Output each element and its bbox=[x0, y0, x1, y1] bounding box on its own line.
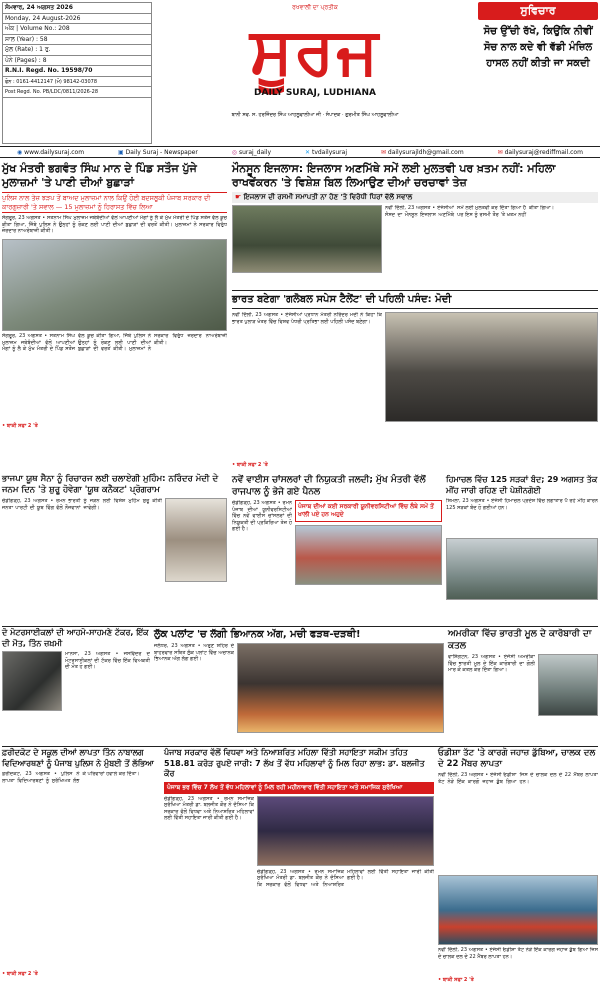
story-9 bbox=[448, 628, 598, 744]
story-5-body: ਚੰਡੀਗੜ੍ਹ, 23 ਅਗਸਤ • ਰਮਨ ਪੰਜਾਬ ਦੀਆਂ ਯੂਨੀਵਰਸਿਟੀਆਂ ਵਿੱਚ ਨਵੇਂ ਵਾਈਸ ਚਾਂਸਲਰਾਂ ਦੀ ਨਿਯੁਕਤੀ ਦੀ ਪ੍ਰਕਿਰਿਆ ਤੇਜ਼ ਹੋ ਗਈ ਹੈ। bbox=[232, 500, 292, 533]
story-11-photo bbox=[257, 796, 434, 866]
story-1-body: ਸੰਗਰੂਰ, 23 ਅਗਸਤ • ਸਤਨਾਮ ਸਿੰਘ ਮੁਲਾਜ਼ਮ ਜਥੇਬੰਦੀਆਂ ਵੱਲੋਂ ਆਪਣੀਆਂ ਮੰਗਾਂ ਨੂੰ ਲੈ ਕੇ ਮੁੱਖ ਮੰਤਰੀ ਦੇ ਪਿੰਡ ਸਤੌਜ ਵੱਲ ਕੂਚ ਕੀਤਾ ਗਿਆ, ਜਿੱਥੇ ਪੁਲਿਸ ਨੇ ਉਨ੍ਹਾਂ ਨੂੰ ਰੋਕਣ ਲਈ ਪਾਣੀ ਦੀਆਂ ਬੁਛਾੜਾਂ ਦੀ ਵਰਤੋਂ ਕੀਤੀ। ਮੁਲਾਜ਼ਮਾਂ ਨੇ ਸਰਕਾਰ ਵਿਰੁੱਧ ਜ਼ੋਰਦਾਰ ਨਾਅਰੇਬਾਜ਼ੀ ਕੀਤੀ। bbox=[2, 215, 227, 235]
story-10-body: ਫ਼ਰੀਦਕੋਟ, 23 ਅਗਸਤ • ਪੁਲਿਸ ਨੇ ਲਾਪਤਾ ਵਿਦਿਆਰਥਣਾਂ ਨੂੰ ਸੁਰੱਖਿਅਤ ਲੱਭ ਕੇ ਪਰਿਵਾਰਾਂ ਹਵਾਲੇ ਕਰ ਦਿੱਤਾ। bbox=[2, 771, 140, 784]
story-6-body: ਸ਼ਿਮਲਾ, 23 ਅਗਸਤ • ਏਜੰਸੀ ਹਿਮਾਚਲ ਪ੍ਰਦੇਸ਼ ਵਿੱਚ ਲਗਾਤਾਰ ਪੈ ਰਹੇ ਮੀਂਹ ਕਾਰਨ 125 ਸੜਕਾਂ ਬੰਦ ਹੋ ਗਈਆਂ ਹਨ। bbox=[446, 498, 598, 511]
story-10 bbox=[2, 748, 160, 998]
website-link[interactable]: ◉ www.dailysuraj.com bbox=[16, 148, 85, 156]
masthead-info-box bbox=[2, 2, 152, 144]
arrow-icon: ☛ bbox=[235, 193, 242, 201]
story-5-photo bbox=[295, 525, 442, 585]
story-3-body: ਨਵੀਂ ਦਿੱਲੀ, 23 ਅਗਸਤ • ਏਜੰਸੀਆਂ ਪ੍ਰਧਾਨ ਮੰਤਰੀ ਨਰਿੰਦਰ ਮੋਦੀ ਨੇ ਕਿਹਾ ਕਿ ਭਾਰਤ ਪੁਲਾੜ ਖੇਤਰ ਵਿੱਚ ਵਿਸ਼ਵ ਪੱਧਰੀ ਪ੍ਰਤਿਭਾ ਲਈ ਪਹਿਲੀ ਪਸੰਦ ਬਣੇਗਾ। bbox=[232, 312, 382, 325]
twitter-link[interactable]: ✕ tvdailysuraj bbox=[305, 148, 347, 156]
story-11-banner: ਪੰਜਾਬ ਭਰ ਵਿੱਚ 7 ਲੱਖ ਤੋਂ ਵੱਧ ਮਹਿਲਾਵਾਂ ਨੂੰ ਮਿਲ ਰਹੀ ਮਹੀਨਾਵਾਰ ਵਿੱਤੀ ਸਹਾਇਤਾ ਅਤੇ ਸਮਾਜਿਕ ਸੁਰੱਖਿਆ bbox=[164, 782, 434, 794]
story-2-body: ਨਵੀਂ ਦਿੱਲੀ, 23 ਅਗਸਤ • ਏਜੰਸੀਆਂ ਸੰਸਦ ਦਾ ਮੌਨਸੂਨ ਇਜਲਾਸ ਅਣਮਿੱਥੇ ਸਮੇਂ ਲਈ ਮੁਲਤਵੀ ਕਰ ਦਿੱਤਾ ਗਿਆ ਹੈ ਪਰ ਇਸ ਨੂੰ ਰਸਮੀ ਤੌਰ 'ਤੇ ਖ਼ਤਮ ਨਹੀਂ ਕੀਤਾ ਗਿਆ। bbox=[385, 205, 555, 218]
pages: ਪੰਨੇ (Pages) : 8 bbox=[3, 56, 151, 67]
story-2 bbox=[232, 162, 598, 287]
gmail-link[interactable]: ✉ dailysurajldh@gmail.com bbox=[380, 148, 464, 156]
story-8 bbox=[154, 628, 444, 744]
story-2-headline[interactable]: ਮੌਨਸੂਨ ਇਜਲਾਸ: ਇਜਲਾਸ ਅਣਮਿੱਥੇ ਸਮੇਂ ਲਈ ਮੁਲਤਵੀ ਪਰ ਖ਼ਤਮ ਨਹੀਂ: ਮਹਿਲਾ ਰਾਖਵੇਂਕਰਨ 'ਤੇ ਵਿਸ਼ੇਸ਼ ਬਿਲ ਲਿਆਉਣ ਦੀਆਂ ਚਰਚਾਵਾਂ ਤੇਜ਼ bbox=[232, 162, 556, 189]
story-5-callout: ਪੰਜਾਬ ਦੀਆਂ ਕਈ ਸਰਕਾਰੀ ਯੂਨੀਵਰਸਿਟੀਆਂ ਵਿੱਚ ਲੰਬੇ ਸਮੇਂ ਤੋਂ ਖਾਲੀ ਪਏ ਹਨ ਅਹੁਦੇ bbox=[295, 500, 442, 522]
instagram-link[interactable]: ◎ suraj_daily bbox=[231, 148, 272, 156]
story-7-headline[interactable]: ਦੋ ਮੋਟਰਸਾਈਕਲਾਂ ਦੀ ਆਹਮੋ-ਸਾਹਮਣੇ ਟੱਕਰ, ਇੱਕ ਦੀ ਮੌਤ, ਤਿੰਨ ਜ਼ਖ਼ਮੀ bbox=[2, 628, 149, 648]
story-12-headline[interactable]: ਓਡੀਸ਼ਾ ਤੱਟ 'ਤੇ ਕਾਰਗੋ ਜਹਾਜ਼ ਡੁੱਬਿਆ, ਚਾਲਕ ਦਲ ਦੇ 22 ਮੈਂਬਰ ਲਾਪਤਾ bbox=[438, 748, 596, 769]
story-1 bbox=[2, 162, 227, 470]
story-3-headline[interactable]: ਭਾਰਤ ਬਣੇਗਾ 'ਗਲੋਬਲ ਸਪੇਸ ਟੈਲੇਂਟ' ਦੀ ਪਹਿਲੀ ਪਸੰਦ: ਮੋਦੀ bbox=[232, 290, 598, 309]
mail-icon: ✉ bbox=[380, 148, 386, 156]
story-12-body: ਨਵੀਂ ਦਿੱਲੀ, 23 ਅਗਸਤ • ਏਜੰਸੀ ਓਡੀਸ਼ਾ ਤੱਟ ਨੇੜੇ ਇੱਕ ਕਾਰਗੋ ਜਹਾਜ਼ ਡੁੱਬ ਗਿਆ ਜਿਸ ਦੇ ਚਾਲਕ ਦਲ ਦੇ 22 ਮੈਂਬਰ ਲਾਪਤਾ ਹਨ। bbox=[438, 772, 598, 785]
story-4-photo bbox=[165, 498, 227, 582]
globe-icon: ◉ bbox=[16, 148, 23, 156]
story-12-caption: ਨਵੀਂ ਦਿੱਲੀ, 23 ਅਗਸਤ • ਏਜੰਸੀ ਓਡੀਸ਼ਾ ਤੱਟ ਨੇੜੇ ਇੱਕ ਕਾਰਗੋ ਜਹਾਜ਼ ਡੁੱਬ ਗਿਆ ਜਿਸ ਦੇ ਚਾਲਕ ਦਲ ਦੇ 22 ਮੈਂਬਰ ਲਾਪਤਾ ਹਨ। bbox=[438, 947, 598, 960]
newspaper-logo bbox=[155, 2, 475, 112]
rni: R.N.I. Regd. No. 19598/70 bbox=[3, 66, 151, 77]
story-11-body: ਚੰਡੀਗੜ੍ਹ, 23 ਅਗਸਤ • ਰਮਨ ਸਮਾਜਿਕ ਸੁਰੱਖਿਆ ਮੰਤਰੀ ਡਾ. ਬਲਜੀਤ ਕੌਰ ਨੇ ਦੱਸਿਆ ਕਿ ਸਰਕਾਰ ਵੱਲੋਂ ਵਿਧਵਾ ਅਤੇ ਨਿਆਸ਼ਰਿਤ ਮਹਿਲਾਵਾਂ ਲਈ ਵਿੱਤੀ ਸਹਾਇਤਾ ਜਾਰੀ ਕੀਤੀ ਗਈ ਹੈ। bbox=[164, 795, 254, 822]
story-9-body: ਵਾਸ਼ਿੰਗਟਨ, 23 ਅਗਸਤ • ਏਜੰਸੀ ਅਮਰੀਕਾ ਵਿੱਚ ਭਾਰਤੀ ਮੂਲ ਦੇ ਇੱਕ ਕਾਰੋਬਾਰੀ ਦਾ ਗੋਲੀ ਮਾਰ ਕੇ ਕਤਲ ਕਰ ਦਿੱਤਾ ਗਿਆ। bbox=[448, 654, 535, 674]
twitter-icon: ✕ bbox=[305, 148, 311, 156]
instagram-icon: ◎ bbox=[231, 148, 238, 156]
story-8-headline[interactable]: ਲੁੱਕ ਪਲਾਂਟ 'ਚ ਲੱਗੀ ਭਿਆਨਕ ਅੱਗ, ਮਚੀ ਫੜਥ-ਦੜਥੀ! bbox=[154, 629, 361, 640]
divider bbox=[2, 626, 598, 627]
facebook-link[interactable]: ▣ Daily Suraj - Newspaper bbox=[118, 148, 198, 156]
facebook-icon: ▣ bbox=[118, 148, 124, 156]
rate: ਮੁੱਲ (Rate) : 1 ਰੁ. bbox=[3, 45, 151, 56]
story-3 bbox=[232, 290, 598, 470]
suvichar-text: ਸੋਚ ਉੱਚੀ ਰੱਖੋ, ਕਿਉਂਕਿ ਨੀਵੀਂ ਸੋਚ ਨਾਲ ਕਦੇ ਵੀ ਵੱਡੀ ਮੰਜ਼ਿਲ ਹਾਸਲ ਨਹੀਂ ਕੀਤੀ ਜਾ ਸਕਦੀ bbox=[483, 26, 593, 69]
story-7-body: ਮਾਨਸਾ, 23 ਅਗਸਤ • ਜਸਵਿੰਦਰ ਦੋ ਮੋਟਰਸਾਈਕਲਾਂ ਦੀ ਟੱਕਰ ਵਿੱਚ ਇੱਕ ਵਿਅਕਤੀ ਦੀ ਮੌਤ ਹੋ ਗਈ। bbox=[65, 651, 150, 671]
story-3-continued[interactable]: • ਬਾਕੀ ਸਫਾ 2 'ਤੇ bbox=[232, 462, 268, 468]
year: ਸਾਲ (Year) : 58 bbox=[3, 35, 151, 46]
social-bar bbox=[0, 146, 600, 158]
story-10-continued[interactable]: • ਬਾਕੀ ਸਫਾ 2 'ਤੇ bbox=[2, 971, 38, 977]
story-4-body: ਚੰਡੀਗੜ੍ਹ, 23 ਅਗਸਤ • ਰਮਨ ਭਾਰਤੀ ਜਨਤਾ ਪਾਰਟੀ ਦੀ ਯੂਥ ਵਿੰਗ ਵੱਲੋਂ ਨੌਜਵਾਨਾਂ ਨੂੰ ਜੋੜਨ ਲਈ ਵਿਸ਼ੇਸ਼ ਮੁਹਿੰਮ ਸ਼ੁਰੂ ਕੀਤੀ ਜਾਵੇਗੀ। bbox=[2, 498, 162, 511]
volume: ਅੰਕ | Volume No.: 208 bbox=[3, 24, 151, 35]
story-2-photo bbox=[232, 205, 382, 273]
story-12-continued[interactable]: • ਬਾਕੀ ਸਫਾ 2 'ਤੇ bbox=[438, 977, 474, 983]
masthead-title: ਸੂਰਜ bbox=[249, 14, 381, 89]
postal: Post Regd. No. PB/LDC/0811/2026-28 bbox=[3, 87, 151, 98]
mail-icon: ✉ bbox=[497, 148, 503, 156]
story-1-subhead: ਪੁਲਿਸ ਨਾਲ ਤੇਜ਼ ਝੜਪ ਤੋਂ ਬਾਅਦ ਮੁਲਾਜ਼ਮਾਂ ਨਾਲ ਕਿਉਂ ਹੋਈ ਬਦਸਲੂਕੀ ਪੰਜਾਬ ਸਰਕਾਰ ਦੀ ਕਾਰਗੁਜ਼ਾਰੀ 'ਤੇ ਸਵਾਲ — 15 ਮੁਲਾਜ਼ਮਾਂ ਨੂੰ ਹਿਰਾਸਤ ਵਿੱਚ ਲਿਆ bbox=[2, 192, 227, 213]
story-12 bbox=[438, 748, 598, 998]
story-11-headline[interactable]: ਪੰਜਾਬ ਸਰਕਾਰ ਵੱਲੋਂ ਵਿਧਵਾ ਅਤੇ ਨਿਆਸ਼ਰਿਤ ਮਹਿਲਾ ਵਿੱਤੀ ਸਹਾਇਤਾ ਸਕੀਮ ਤਹਿਤ 518.81 ਕਰੋੜ ਰੁਪਏ ਜਾਰੀ: 7 ਲੱਖ ਤੋਂ ਵੱਧ ਮਹਿਲਾਵਾਂ ਨੂੰ ਮਿਲ ਰਿਹਾ ਲਾਭ: ਡਾ. ਬਲਜੀਤ ਕੌਰ bbox=[164, 748, 425, 778]
story-6-photo bbox=[446, 538, 598, 600]
rediff-link[interactable]: ✉ dailysuraj@rediffmail.com bbox=[497, 148, 583, 156]
story-10-headline[interactable]: ਫ਼ਰੀਦਕੋਟ ਦੇ ਸਕੂਲ ਦੀਆਂ ਲਾਪਤਾ ਤਿੰਨ ਨਾਬਾਲਗ ਵਿਦਿਆਰਥਣਾਂ ਨੂੰ ਪੰਜਾਬ ਪੁਲਿਸ ਨੇ ਮੁੰਬਈ ਤੋਂ ਲੱਭਿਆ bbox=[2, 748, 154, 768]
date-en: Monday, 24 August-2026 bbox=[3, 14, 151, 25]
story-4 bbox=[2, 474, 227, 624]
tagline: ਰਖਵਾਲੀ ਦਾ ਪ੍ਰਤੀਕ bbox=[292, 4, 338, 11]
story-11 bbox=[164, 748, 434, 998]
story-6-headline[interactable]: ਹਿਮਾਚਲ ਵਿੱਚ 125 ਸੜਕਾਂ ਬੰਦ; 29 ਅਗਸਤ ਤੱਕ ਮੀਂਹ ਜਾਰੀ ਰਹਿਣ ਦੀ ਪੇਸ਼ੀਨਗੋਈ bbox=[446, 475, 598, 495]
story-2-subhead: ☛ ਇਜਲਾਸ ਦੀ ਰਸਮੀ ਸਮਾਪਤੀ ਨਾ ਹੋਣ 'ਤੇ ਵਿਰੋਧੀ ਧਿਰਾਂ ਵੱਲੋਂ ਸਵਾਲ bbox=[232, 192, 598, 203]
editor-line: ਬਾਨੀ ਸਵ. ਸ. ਹਰਜਿੰਦਰ ਸਿੰਘ ਆਹਲੂਵਾਲੀਆ ਜੀ · ਸੰਪਾਦਕ · ਗੁਰਮੀਤ ਸਿੰਘ ਆਹਲੂਵਾਲੀਆ bbox=[231, 112, 399, 118]
divider bbox=[2, 746, 598, 747]
story-5-headline[interactable]: ਨਵੇਂ ਵਾਈਸ ਚਾਂਸਲਰਾਂ ਦੀ ਨਿਯੁਕਤੀ ਜਲਦੀ; ਮੁੱਖ ਮੰਤਰੀ ਵੱਲੋਂ ਰਾਜਪਾਲ ਨੂੰ ਭੇਜੇ ਗਏ ਪੈਨਲ bbox=[232, 475, 426, 497]
story-1-continued[interactable]: • ਬਾਕੀ ਸਫਾ 2 'ਤੇ bbox=[2, 423, 38, 429]
story-4-headline[interactable]: ਭਾਜਪਾ ਯੂਥ ਸੈਨਾ ਨੂੰ ਰਿਚਾਰਜ ਲਈ ਚਲਾਏਗੀ ਮੁਹਿੰਮ: ਨਰਿੰਦਰ ਮੋਦੀ ਦੇ ਜਨਮ ਦਿਨ 'ਤੇ ਸ਼ੁਰੂ ਹੋਵੇਗਾ 'ਯੂਥ ਕਨੈਕਟ' ਪ੍ਰੋਗਰਾਮ bbox=[2, 474, 219, 495]
phone: ਫੋਨ : 0161-4412147 (ਮੋ) 98142-03078 bbox=[3, 77, 151, 88]
story-1-photo bbox=[2, 239, 227, 331]
story-1-body-2: ਸੰਗਰੂਰ, 23 ਅਗਸਤ • ਸਤਨਾਮ ਸਿੰਘ ਮੁਲਾਜ਼ਮ ਜਥੇਬੰਦੀਆਂ ਵੱਲੋਂ ਆਪਣੀਆਂ ਮੰਗਾਂ ਨੂੰ ਲੈ ਕੇ ਮੁੱਖ ਮੰਤਰੀ ਦੇ ਪਿੰਡ ਸਤੌਜ ਵੱਲ ਕੂਚ ਕੀਤਾ ਗਿਆ, ਜਿੱਥੇ ਪੁਲਿਸ ਨੇ ਉਨ੍ਹਾਂ ਨੂੰ ਰੋਕਣ ਲਈ ਪਾਣੀ ਦੀਆਂ ਬੁਛਾੜਾਂ ਦੀ ਵਰਤੋਂ ਕੀਤੀ। ਮੁਲਾਜ਼ਮਾਂ ਨੇ ਸਰਕਾਰ ਵਿਰੁੱਧ ਜ਼ੋਰਦਾਰ ਨਾਅਰੇਬਾਜ਼ੀ ਕੀਤੀ। bbox=[2, 333, 227, 353]
suvichar-box bbox=[478, 2, 598, 142]
story-11-body-2: ਚੰਡੀਗੜ੍ਹ, 23 ਅਗਸਤ • ਰਮਨ ਸਮਾਜਿਕ ਸੁਰੱਖਿਆ ਮੰਤਰੀ ਡਾ. ਬਲਜੀਤ ਕੌਰ ਨੇ ਦੱਸਿਆ ਕਿ ਸਰਕਾਰ ਵੱਲੋਂ ਵਿਧਵਾ ਅਤੇ ਨਿਆਸ਼ਰਿਤ ਮਹਿਲਾਵਾਂ ਲਈ ਵਿੱਤੀ ਸਹਾਇਤਾ ਜਾਰੀ ਕੀਤੀ ਗਈ ਹੈ। bbox=[257, 868, 434, 888]
story-1-headline[interactable]: ਮੁੱਖ ਮੰਤਰੀ ਭਗਵੰਤ ਸਿੰਘ ਮਾਨ ਦੇ ਪਿੰਡ ਸਤੌਜ ਪੁੱਜੇ ਮੁਲਾਜ਼ਮਾਂ 'ਤੇ ਪਾਣੀ ਦੀਆਂ ਬੁਛਾੜਾਂ bbox=[2, 162, 197, 189]
story-9-headline[interactable]: ਅਮਰੀਕਾ ਵਿੱਚ ਭਾਰਤੀ ਮੂਲ ਦੇ ਕਾਰੋਬਾਰੀ ਦਾ ਕਤਲ bbox=[448, 629, 592, 651]
story-8-photo bbox=[237, 643, 444, 733]
suvichar-title: ਸੁਵਿਚਾਰ bbox=[478, 2, 598, 20]
story-7-photo bbox=[2, 651, 62, 711]
story-5 bbox=[232, 474, 442, 624]
masthead-subtitle: DAILY SURAJ, LUDHIANA bbox=[254, 88, 376, 98]
date-pa: ਸੋਮਵਾਰ, 24 ਅਗਸਤ 2026 bbox=[3, 3, 151, 14]
story-6 bbox=[446, 474, 598, 624]
story-8-body: ਜਲੰਧਰ, 23 ਅਗਸਤ • ਅਰੁਣ ਸ਼ਹਿਰ ਦੇ ਬਾਹਰਵਾਰ ਸਥਿਤ ਲੁੱਕ ਪਲਾਂਟ ਵਿੱਚ ਅਚਾਨਕ ਭਿਆਨਕ ਅੱਗ ਲੱਗ ਗਈ। bbox=[154, 643, 234, 663]
story-9-photo bbox=[538, 654, 598, 716]
story-7 bbox=[2, 628, 150, 744]
story-12-photo bbox=[438, 875, 598, 945]
story-3-photo bbox=[385, 312, 598, 422]
